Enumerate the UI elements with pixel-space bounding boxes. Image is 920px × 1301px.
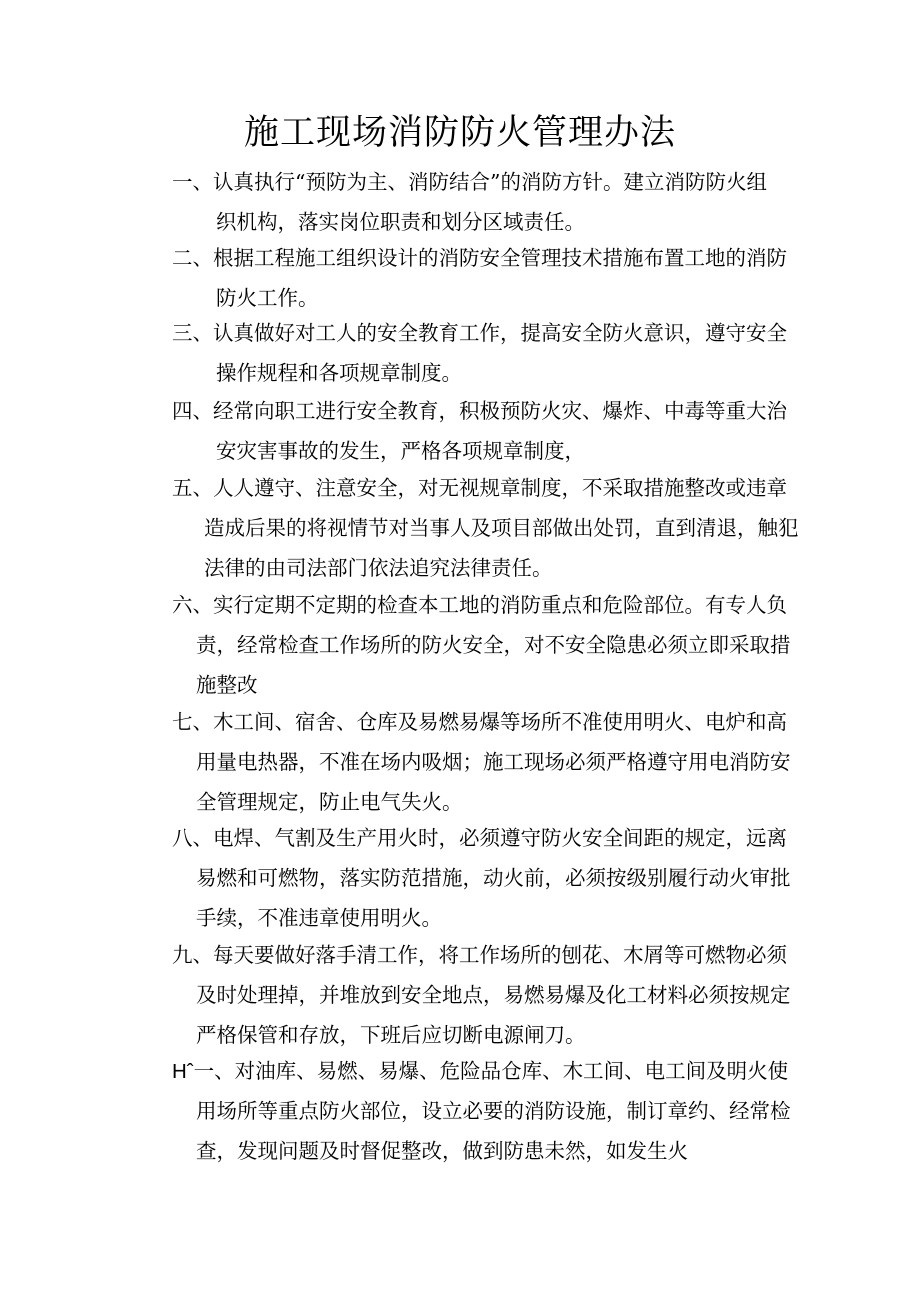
item-line: 造成后果的将视情节对当事人及项目部做出处罚，直到清退，触犯 [204,516,799,540]
item-line: 二、根据工程施工组织设计的消防安全管理技术措施布置工地的消防 [172,246,787,270]
list-item [172,313,792,393]
list-item [172,468,799,588]
item-line: 操作规程和各项规章制度。 [216,361,462,385]
item-line: 法律的由司法部门依法追究法律责任。 [204,556,553,580]
item-line: 及时处理掉，并堆放到安全地点，易燃易爆及化工材料必须按规定 [196,983,791,1007]
item-line: 严格保管和存放，下班后应切断电源闸刀。 [196,1023,586,1047]
item-line: 三、认真做好对工人的安全教育工作，提高安全防火意识，遵守安全 [172,321,787,345]
item-line: 易燃和可燃物，落实防范措施，动火前，必须按级别履行动火审批 [196,866,791,890]
item-line: 九、每天要做好落手清工作，将工作场所的刨花、木屑等可燃物必须 [172,943,787,967]
item-line: 用量电热器，不准在场内吸烟；施工现场必须严格遵守用电消防安 [196,750,791,774]
item-line: 手续，不准违章使用明火。 [196,906,442,930]
item-line: 六、实行定期不定期的检查本工地的消防重点和危险部位。有专人负 [172,593,787,617]
list-item [172,585,792,705]
item-line: 施整改 [196,673,258,697]
item-line: 八、电焊、气割及生产用火时，必须遵守防火安全间距的规定，远离 [172,826,787,850]
list-item [172,1051,792,1171]
item-line: 安灾害事故的发生，严格各项规章制度， [216,439,585,463]
list-item [172,818,792,938]
item-line: 七、木工间、宿舍、仓库及易燃易爆等场所不准使用明火、电炉和高 [172,710,787,734]
list-item [172,935,792,1055]
list-item [172,238,792,318]
item-line: 一、认真执行“预防为主、消防结合”的消防方针。建立消防防火组 [172,170,767,194]
item-line: 四、经常向职工进行安全教育，积极预防火灾、爆炸、中毒等重大治 [172,399,787,423]
page-title: 施工现场消防防火管理办法 [243,113,676,153]
list-item [172,391,792,471]
item-line: 织机构，落实岗位职责和划分区域责任。 [216,210,585,234]
list-item [172,162,792,242]
item-prefix: Hˆ [172,1060,194,1083]
item-line: 责，经常检查工作场所的防火安全，对不安全隐患必须立即采取措 [196,633,791,657]
item-line: 五、人人遵守、注意安全，对无视规章制度，不采取措施整改或违章 [172,476,787,500]
item-line [172,1051,792,1091]
item-line: 查，发现问题及时督促整改，做到防患未然，如发生火 [196,1139,688,1163]
item-line: 用场所等重点防火部位，设立必要的消防设施，制订章约、经常检 [196,1099,791,1123]
item-line: 全管理规定，防止电气失火。 [196,790,463,814]
item-line-text: 一、对油库、易燃、易爆、危险品仓库、木工间、电工间及明火使 [193,1059,789,1083]
list-item [172,702,792,822]
item-line: 防火工作。 [216,286,319,310]
